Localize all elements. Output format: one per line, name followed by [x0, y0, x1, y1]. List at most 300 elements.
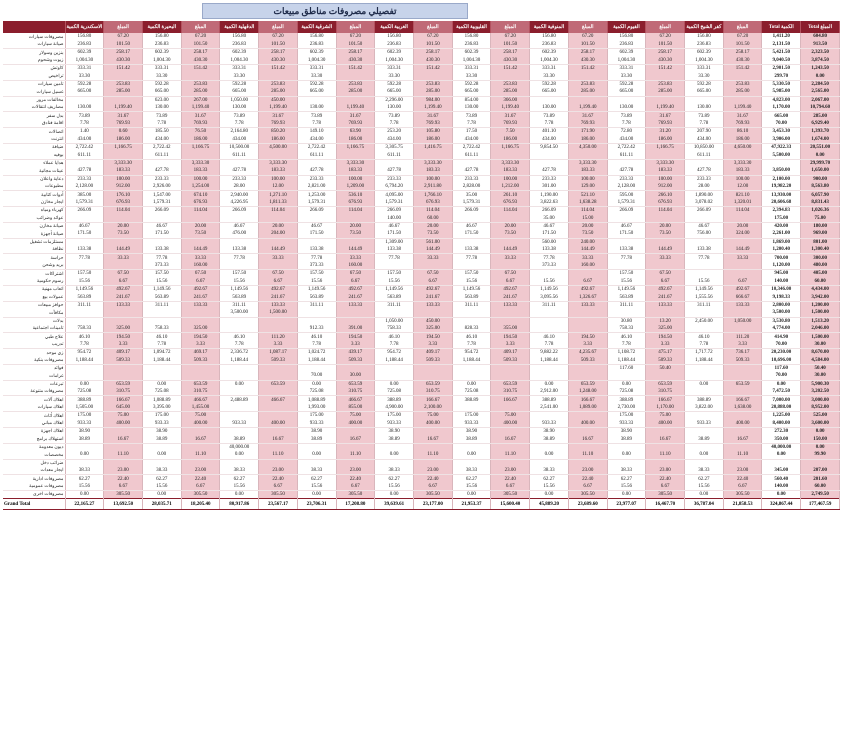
table-cell: 253.83 [568, 80, 607, 88]
table-cell: 450.00 [259, 96, 298, 104]
table-cell [607, 372, 646, 380]
table-cell: 233.33 [65, 175, 104, 183]
row-label: تأمين سيارات [3, 80, 65, 88]
table-cell: 157.50 [375, 270, 414, 278]
table-cell: 1,149.56 [452, 286, 491, 294]
table-cell: 253.83 [181, 80, 220, 88]
table-cell: 133.38 [65, 246, 104, 254]
table-cell: 563.89 [375, 293, 414, 301]
table-cell [375, 262, 414, 270]
table-cell: 476.00 [220, 230, 259, 238]
grand-total-label: Grand Total [3, 499, 65, 510]
table-cell: 241.67 [646, 293, 685, 301]
table-cell: 46.10 [220, 333, 259, 341]
table-cell: 1,209.00 [336, 183, 375, 191]
table-cell: 4,095.00 [375, 191, 414, 199]
table-cell: 3.33 [568, 341, 607, 349]
table-cell: 186.00 [413, 136, 452, 144]
total-cell: 0.00 [801, 151, 840, 159]
table-cell [104, 151, 143, 159]
table-cell: 151.42 [104, 65, 143, 73]
table-cell: 266.09 [685, 207, 724, 215]
table-row [3, 483, 840, 491]
table-cell: 1,188.44 [607, 357, 646, 365]
table-cell: 73.89 [530, 112, 569, 120]
table-cell: 33.30 [220, 72, 259, 80]
table-cell: 1,050.00 [220, 96, 259, 104]
table-cell: 1,500.00 [259, 309, 298, 317]
column-header: المبلغ [413, 21, 452, 33]
grand-total-cell: 21,858.53 [723, 499, 762, 510]
table-cell [65, 364, 104, 372]
column-header: الاسكندرية الكمية [65, 21, 104, 33]
table-row [3, 317, 840, 325]
table-cell: 653.59 [568, 380, 607, 388]
table-cell: 233.33 [375, 175, 414, 183]
table-cell [142, 459, 181, 467]
table-cell: 653.59 [181, 380, 220, 388]
table-cell: 388.89 [65, 396, 104, 404]
table-cell: 100.00 [336, 175, 375, 183]
table-cell: 130.00 [607, 104, 646, 112]
table-cell [568, 364, 607, 372]
table-cell [104, 372, 143, 380]
total-cell: 6,929.40 [801, 120, 840, 128]
table-cell: 509.33 [104, 357, 143, 365]
table-cell: 183.33 [646, 167, 685, 175]
table-row [3, 443, 840, 451]
table-cell: 67.50 [491, 270, 530, 278]
total-cell: 405.00 [801, 270, 840, 278]
table-cell [646, 238, 685, 246]
row-label: مصروفات بنكية [3, 357, 65, 365]
table-cell: 133.33 [568, 301, 607, 309]
table-cell: 11.10 [491, 451, 530, 459]
table-cell: 1,050.00 [723, 317, 762, 325]
table-cell [491, 428, 530, 436]
total-cell: 20,888.00 [762, 404, 801, 412]
table-cell: 1,579.31 [142, 199, 181, 207]
table-cell: 1,094.72 [142, 349, 181, 357]
table-cell [104, 262, 143, 270]
table-cell: 2,722.42 [607, 143, 646, 151]
total-cell: 1,513.20 [801, 317, 840, 325]
table-cell [491, 317, 530, 325]
table-cell: 434.00 [452, 136, 491, 144]
table-cell: 355.00 [491, 325, 530, 333]
table-cell: 400.00 [104, 420, 143, 428]
table-cell: 38.89 [530, 435, 569, 443]
table-cell: 1,253.00 [297, 191, 336, 199]
total-cell: 525.00 [801, 412, 840, 420]
table-cell [104, 428, 143, 436]
total-cell: 47,922.33 [762, 143, 801, 151]
table-cell: 166.67 [646, 396, 685, 404]
table-cell: 166.67 [413, 396, 452, 404]
column-header: المبلغ [336, 21, 375, 33]
table-cell [142, 238, 181, 246]
total-cell: 13,930.00 [762, 191, 801, 199]
row-label: اهلاك أجهزة [3, 428, 65, 436]
column-header: كفر الشيخ الكمية [685, 21, 724, 33]
table-cell: 253.83 [491, 80, 530, 88]
row-label: رسوم حكومية [3, 278, 65, 286]
table-cell: 67.50 [646, 270, 685, 278]
table-cell: 427.78 [297, 167, 336, 175]
table-cell: 653.59 [413, 380, 452, 388]
table-cell: 400.00 [336, 420, 375, 428]
table-cell: 492.67 [104, 286, 143, 294]
table-cell: 1,212.00 [491, 183, 530, 191]
table-cell: 33.33 [104, 254, 143, 262]
table-cell: 194.50 [568, 333, 607, 341]
table-cell [723, 372, 762, 380]
table-cell: 38.90 [607, 428, 646, 436]
total-cell [762, 459, 801, 467]
table-cell: 2,940.00 [220, 191, 259, 199]
total-cell: 3,600.00 [801, 420, 840, 428]
table-cell: 1,166.75 [104, 143, 143, 151]
table-cell: 6.67 [413, 278, 452, 286]
table-cell: 2,722.42 [452, 143, 491, 151]
row-label: عينات مجانية [3, 167, 65, 175]
table-cell: 114.04 [413, 207, 452, 215]
table-cell: 16.67 [723, 435, 762, 443]
grand-total-cell: 45,889.20 [530, 499, 569, 510]
table-cell: 133.38 [142, 246, 181, 254]
table-cell: 469.17 [181, 349, 220, 357]
table-cell: 130.00 [375, 104, 414, 112]
table-cell: 253.83 [259, 80, 298, 88]
table-cell: 430.30 [491, 57, 530, 65]
table-cell: 67.20 [104, 33, 143, 41]
table-cell: 388.89 [685, 396, 724, 404]
table-cell: 261.10 [491, 191, 530, 199]
table-cell: 7.78 [530, 120, 569, 128]
table-cell: 6.67 [568, 278, 607, 286]
table-cell: 236.83 [375, 41, 414, 49]
table-cell: 133.33 [413, 301, 452, 309]
table-cell: 492.67 [413, 286, 452, 294]
row-label: زيوت وشحوم [3, 57, 65, 65]
table-cell: 156.80 [375, 33, 414, 41]
table-cell: 186.00 [646, 136, 685, 144]
table-cell: 7.78 [530, 341, 569, 349]
table-row [3, 151, 840, 159]
table-cell: 236.83 [297, 41, 336, 49]
table-cell: 15.56 [297, 483, 336, 491]
table-cell [723, 325, 762, 333]
table-cell: 6.67 [723, 483, 762, 491]
total-cell: 2,046.00 [801, 325, 840, 333]
table-cell: 434.00 [607, 136, 646, 144]
table-cell [220, 214, 259, 222]
table-cell: 20.00 [104, 222, 143, 230]
table-cell: 67.20 [491, 33, 530, 41]
table-cell [452, 317, 491, 325]
table-cell: 1,170.00 [646, 404, 685, 412]
table-cell: 602.39 [607, 49, 646, 57]
table-cell: 725.08 [297, 388, 336, 396]
table-cell [646, 214, 685, 222]
table-cell: 1,271.10 [259, 191, 298, 199]
table-cell [723, 151, 762, 159]
total-cell: 3,202.50 [801, 388, 840, 396]
table-row [3, 65, 840, 73]
total-cell: 9,040.50 [762, 57, 801, 65]
table-cell: 2,128.00 [607, 183, 646, 191]
table-cell: 1,050.00 [375, 317, 414, 325]
table-cell: 22.40 [104, 475, 143, 483]
table-cell: 38.33 [375, 467, 414, 475]
table-cell [104, 443, 143, 451]
table-cell: 7.78 [452, 120, 491, 128]
table-cell [65, 159, 104, 167]
table-cell [685, 262, 724, 270]
table-cell: 22.40 [491, 475, 530, 483]
table-cell: 3.33 [413, 341, 452, 349]
table-cell: 130.00 [142, 104, 181, 112]
table-cell: 311.11 [220, 301, 259, 309]
table-row [3, 41, 840, 49]
table-cell: 1,326.67 [568, 293, 607, 301]
table-cell: 3,333.30 [646, 159, 685, 167]
table-cell: 28.00 [685, 183, 724, 191]
table-cell [413, 443, 452, 451]
table-cell: 1,149.56 [220, 286, 259, 294]
table-cell [413, 364, 452, 372]
table-cell: 2,722.42 [297, 143, 336, 151]
table-cell: 333.31 [297, 65, 336, 73]
table-cell: 20.00 [723, 222, 762, 230]
table-row [3, 207, 840, 215]
table-cell: 1,004.30 [65, 57, 104, 65]
table-cell: 67.20 [413, 33, 452, 41]
table-cell: 1.40 [65, 128, 104, 136]
table-cell: 0.00 [530, 380, 569, 388]
table-cell: 1,579.31 [375, 199, 414, 207]
table-cell: 133.33 [491, 301, 530, 309]
table-cell: 144.49 [646, 246, 685, 254]
table-cell: 325.00 [181, 325, 220, 333]
table-cell [491, 404, 530, 412]
table-cell: 63.90 [336, 128, 375, 136]
table-cell: 0.00 [685, 380, 724, 388]
row-label: اهلاك مباني [3, 420, 65, 428]
table-cell: 67.20 [181, 33, 220, 41]
table-row [3, 278, 840, 286]
table-cell [685, 364, 724, 372]
table-cell [259, 412, 298, 420]
table-cell [413, 151, 452, 159]
table-cell: 933.33 [530, 420, 569, 428]
table-row [3, 57, 840, 65]
total-cell: 2,067.00 [801, 96, 840, 104]
table-cell: 665.00 [685, 88, 724, 96]
table-cell: 22.40 [723, 475, 762, 483]
table-cell: 653.59 [646, 380, 685, 388]
table-cell [65, 317, 104, 325]
table-cell [491, 151, 530, 159]
table-cell [530, 412, 569, 420]
row-label: فوائد [3, 364, 65, 372]
table-cell: 758.33 [375, 325, 414, 333]
table-cell: 1,004.30 [607, 57, 646, 65]
table-cell: 666.67 [723, 293, 762, 301]
table-cell [452, 404, 491, 412]
table-cell: 954.72 [375, 349, 414, 357]
row-label: ضيافة [3, 143, 65, 151]
table-cell: 984.00 [413, 96, 452, 104]
table-cell: 38.33 [685, 467, 724, 475]
table-cell [220, 404, 259, 412]
table-cell: 2,730.00 [607, 404, 646, 412]
table-cell: 33.33 [181, 254, 220, 262]
table-row [3, 167, 840, 175]
table-cell: 3,333.30 [568, 159, 607, 167]
row-label: نظافة [3, 246, 65, 254]
table-cell [723, 72, 762, 80]
row-label: ايجار معدات [3, 467, 65, 475]
table-cell: 151.42 [181, 65, 220, 73]
table-cell: 105.80 [413, 128, 452, 136]
table-cell: 253.20 [375, 128, 414, 136]
table-cell: 46.67 [530, 222, 569, 230]
table-cell [607, 159, 646, 167]
table-cell: 11.10 [413, 451, 452, 459]
column-header: الشرقية الكمية [297, 21, 336, 33]
table-cell: 1,004.30 [142, 57, 181, 65]
table-cell: 23.00 [723, 467, 762, 475]
total-cell: 70.00 [762, 341, 801, 349]
table-row [3, 325, 840, 333]
table-cell: 183.33 [181, 167, 220, 175]
table-cell: 1,188.44 [685, 357, 724, 365]
table-cell [646, 262, 685, 270]
table-cell [491, 214, 530, 222]
table-cell: 285.00 [646, 88, 685, 96]
table-cell: 156.80 [220, 33, 259, 41]
table-cell: 258.17 [568, 49, 607, 57]
table-cell: 492.67 [181, 286, 220, 294]
table-cell: 15.56 [452, 278, 491, 286]
total-cell: 5,330.50 [762, 80, 801, 88]
table-cell: 3,333.30 [413, 159, 452, 167]
table-cell [530, 443, 569, 451]
table-cell: 266.09 [297, 207, 336, 215]
total-cell: 414.90 [762, 333, 801, 341]
table-cell: 1,149.56 [607, 286, 646, 294]
table-cell: 129.00 [568, 183, 607, 191]
table-cell: 15.56 [375, 278, 414, 286]
table-cell: 1,199.40 [413, 104, 452, 112]
table-cell: 233.33 [297, 175, 336, 183]
table-cell: 912.33 [297, 325, 336, 333]
table-cell: 16.67 [104, 435, 143, 443]
table-cell: 16.67 [181, 435, 220, 443]
table-cell: 30.80 [607, 317, 646, 325]
table-cell: 333.31 [607, 65, 646, 73]
table-cell: 400.00 [723, 420, 762, 428]
table-row [3, 309, 840, 317]
column-header: البحيرة الكمية [142, 21, 181, 33]
table-cell: 194.50 [413, 333, 452, 341]
row-label: مصروفات سيارات [3, 33, 65, 41]
table-cell [530, 309, 569, 317]
total-cell: 3,453.30 [762, 128, 801, 136]
table-cell [413, 459, 452, 467]
table-cell: 75.00 [646, 412, 685, 420]
table-cell: 266.09 [65, 207, 104, 215]
grand-total-cell: 28,035.71 [142, 499, 181, 510]
table-cell [685, 214, 724, 222]
table-cell: 77.78 [65, 254, 104, 262]
table-cell: 1,149.56 [65, 286, 104, 294]
table-cell: 73.50 [646, 230, 685, 238]
table-cell: 175.00 [452, 412, 491, 420]
table-cell: 22.40 [336, 475, 375, 483]
table-cell: 466.67 [336, 396, 375, 404]
row-label: اتصالات [3, 128, 65, 136]
table-cell: 427.78 [452, 167, 491, 175]
table-cell: 592.28 [297, 80, 336, 88]
table-cell: 310.75 [336, 388, 375, 396]
table-cell: 38.89 [452, 435, 491, 443]
table-cell: 33.30 [65, 72, 104, 80]
total-cell: 30.00 [801, 341, 840, 349]
table-cell: 258.17 [413, 49, 452, 57]
table-cell: 0.00 [607, 451, 646, 459]
table-cell: 11.10 [104, 451, 143, 459]
table-cell: 11.10 [646, 451, 685, 459]
table-row [3, 435, 840, 443]
table-cell: 912.00 [104, 183, 143, 191]
table-cell: 22.40 [259, 475, 298, 483]
table-cell: 1,199.40 [568, 104, 607, 112]
table-cell: 23.00 [336, 467, 375, 475]
total-cell: 5,421.50 [762, 49, 801, 57]
grand-total-cell: 36,787.04 [685, 499, 724, 510]
table-cell: 50.40 [646, 364, 685, 372]
table-cell: 175.00 [65, 412, 104, 420]
table-cell: 73.89 [220, 112, 259, 120]
table-cell: 9,882.22 [530, 349, 569, 357]
row-label: عوائد وضرائب [3, 214, 65, 222]
total-cell: 2,100.00 [762, 175, 801, 183]
table-cell [607, 459, 646, 467]
total-cell: 0.00 [801, 443, 840, 451]
table-cell: 285.00 [259, 88, 298, 96]
table-cell: 185.50 [142, 128, 181, 136]
table-cell: 0.00 [685, 451, 724, 459]
table-cell: 62.27 [530, 475, 569, 483]
table-cell [685, 238, 724, 246]
table-cell [723, 309, 762, 317]
table-cell: 33.30 [530, 72, 569, 80]
table-cell: 592.28 [607, 80, 646, 88]
table-cell [568, 459, 607, 467]
table-cell: 38.90 [65, 428, 104, 436]
table-cell: 114.04 [259, 207, 298, 215]
table-cell: 114.04 [336, 207, 375, 215]
table-cell [104, 364, 143, 372]
table-cell: 23.00 [646, 467, 685, 475]
table-cell [413, 309, 452, 317]
table-cell: 30.00 [336, 372, 375, 380]
table-cell [685, 372, 724, 380]
table-cell: 20.00 [181, 222, 220, 230]
total-cell [801, 459, 840, 467]
